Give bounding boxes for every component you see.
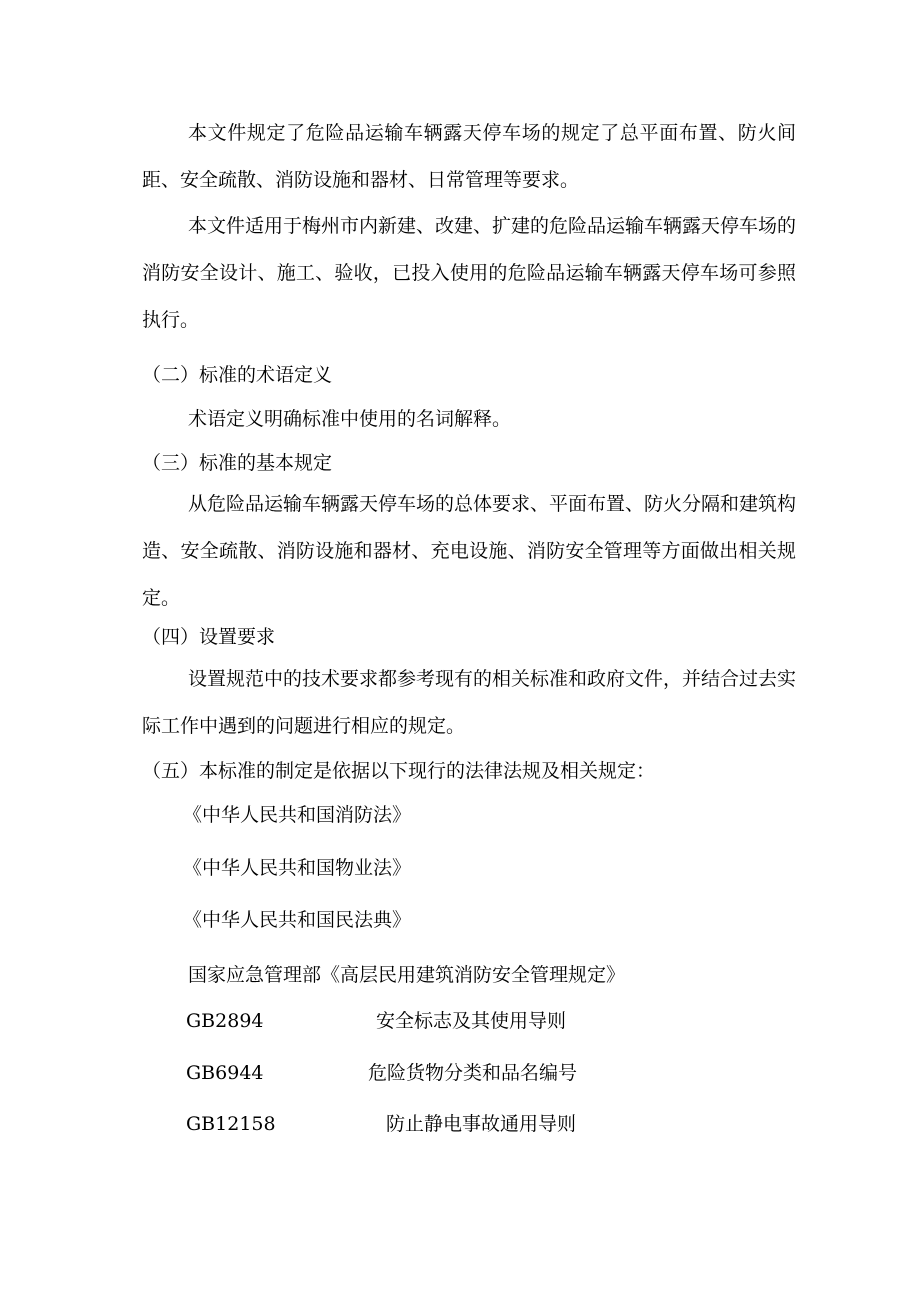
law-item: 国家应急管理部《高层民用建筑消防安全管理规定》	[188, 964, 626, 986]
law-item: 《中华人民共和国消防法》	[183, 804, 412, 826]
standard-code: GB2894	[186, 1010, 264, 1032]
standard-title: 防止静电事故通用导则	[386, 1113, 577, 1135]
section-heading-basis: （五）本标准的制定是依据以下现行的法律法规及相关规定：	[142, 760, 656, 782]
standard-title: 安全标志及其使用导则	[376, 1010, 567, 1032]
standard-title: 危险货物分类和品名编号	[368, 1062, 578, 1084]
section-heading-setup: （四）设置要求	[142, 626, 276, 648]
section-body-terms: 术语定义明确标准中使用的名词解释。	[188, 408, 512, 430]
section-body-setup: 设置规范中的技术要求都参考现有的相关标准和政府文件，并结合过去实际工作中遇到的问题进行相应的规定。	[142, 668, 797, 737]
scope-paragraph-1: 本文件规定了危险品运输车辆露天停车场的规定了总平面布置、防火间距、安全疏散、消防设施和器材、日常管理等要求。	[142, 122, 796, 191]
scope-paragraph-2: 本文件适用于梅州市内新建、改建、扩建的危险品运输车辆露天停车场的消防安全设计、施工、验收，已投入使用的危险品运输车辆露天停车场可参照执行。	[142, 215, 797, 331]
law-item: 《中华人民共和国民法典》	[183, 909, 412, 931]
section-heading-basic: （三）标准的基本规定	[142, 452, 333, 474]
standard-code: GB6944	[186, 1062, 264, 1084]
section-heading-terms: （二）标准的术语定义	[142, 364, 333, 386]
section-body-basic: 从危险品运输车辆露天停车场的总体要求、平面布置、防火分隔和建筑构造、安全疏散、消防设施和器材、充电设施、消防安全管理等方面做出相关规定。	[142, 493, 797, 609]
standard-code: GB12158	[186, 1113, 276, 1135]
law-item: 《中华人民共和国物业法》	[183, 857, 412, 879]
